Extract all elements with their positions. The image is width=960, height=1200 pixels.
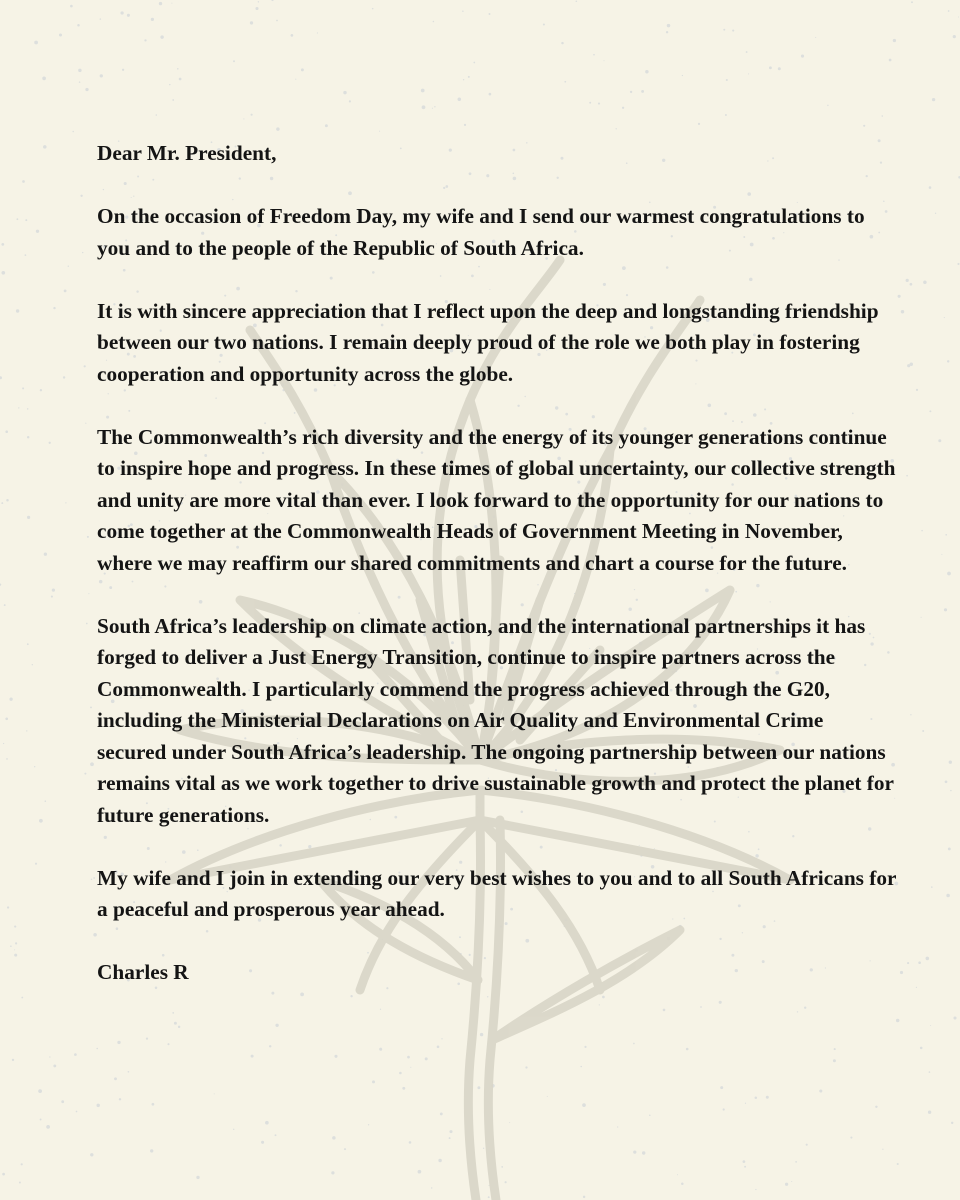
paragraph: South Africa’s leadership on climate action, and the international partnerships it has forged to deliver a Just Energy Transition, continue to inspire partners across the Commonwealth. I particularly commend the progress achieved through the G20, including the Ministerial Declarations on Air Quality and Environmental Crime secured under South Africa’s leadership. The ongoing partnership between our nations remains vital as we work together to drive sustainable growth and protect the planet for future generations.: [97, 613, 894, 827]
paragraph: On the occasion of Freedom Day, my wife and I send our warmest congratulations to you and to the people of the Republic of South Africa.: [97, 204, 865, 260]
paragraph: It is with sincere appreciation that I reflect upon the deep and longstanding friendship between our two nations. I remain deeply proud of the role we both play in fostering cooperation and opportunity across the globe.: [97, 298, 879, 386]
letter-body: [97, 138, 897, 989]
signature: Charles R: [97, 960, 189, 984]
paragraph: The Commonwealth’s rich diversity and the energy of its younger generations continue to inspire hope and progress. In these times of global uncertainty, our collective strength and unity are more vital than ever. I look forward to the opportunity for our nations to come together at the Commonwealth Heads of Government Meeting in November, where we may reaffirm our shared commitments and chart a course for the future.: [97, 424, 896, 575]
paragraph: My wife and I join in extending our very best wishes to you and to all South Africans for a peaceful and prosperous year ahead.: [97, 865, 897, 921]
salutation: Dear Mr. President,: [97, 141, 277, 165]
